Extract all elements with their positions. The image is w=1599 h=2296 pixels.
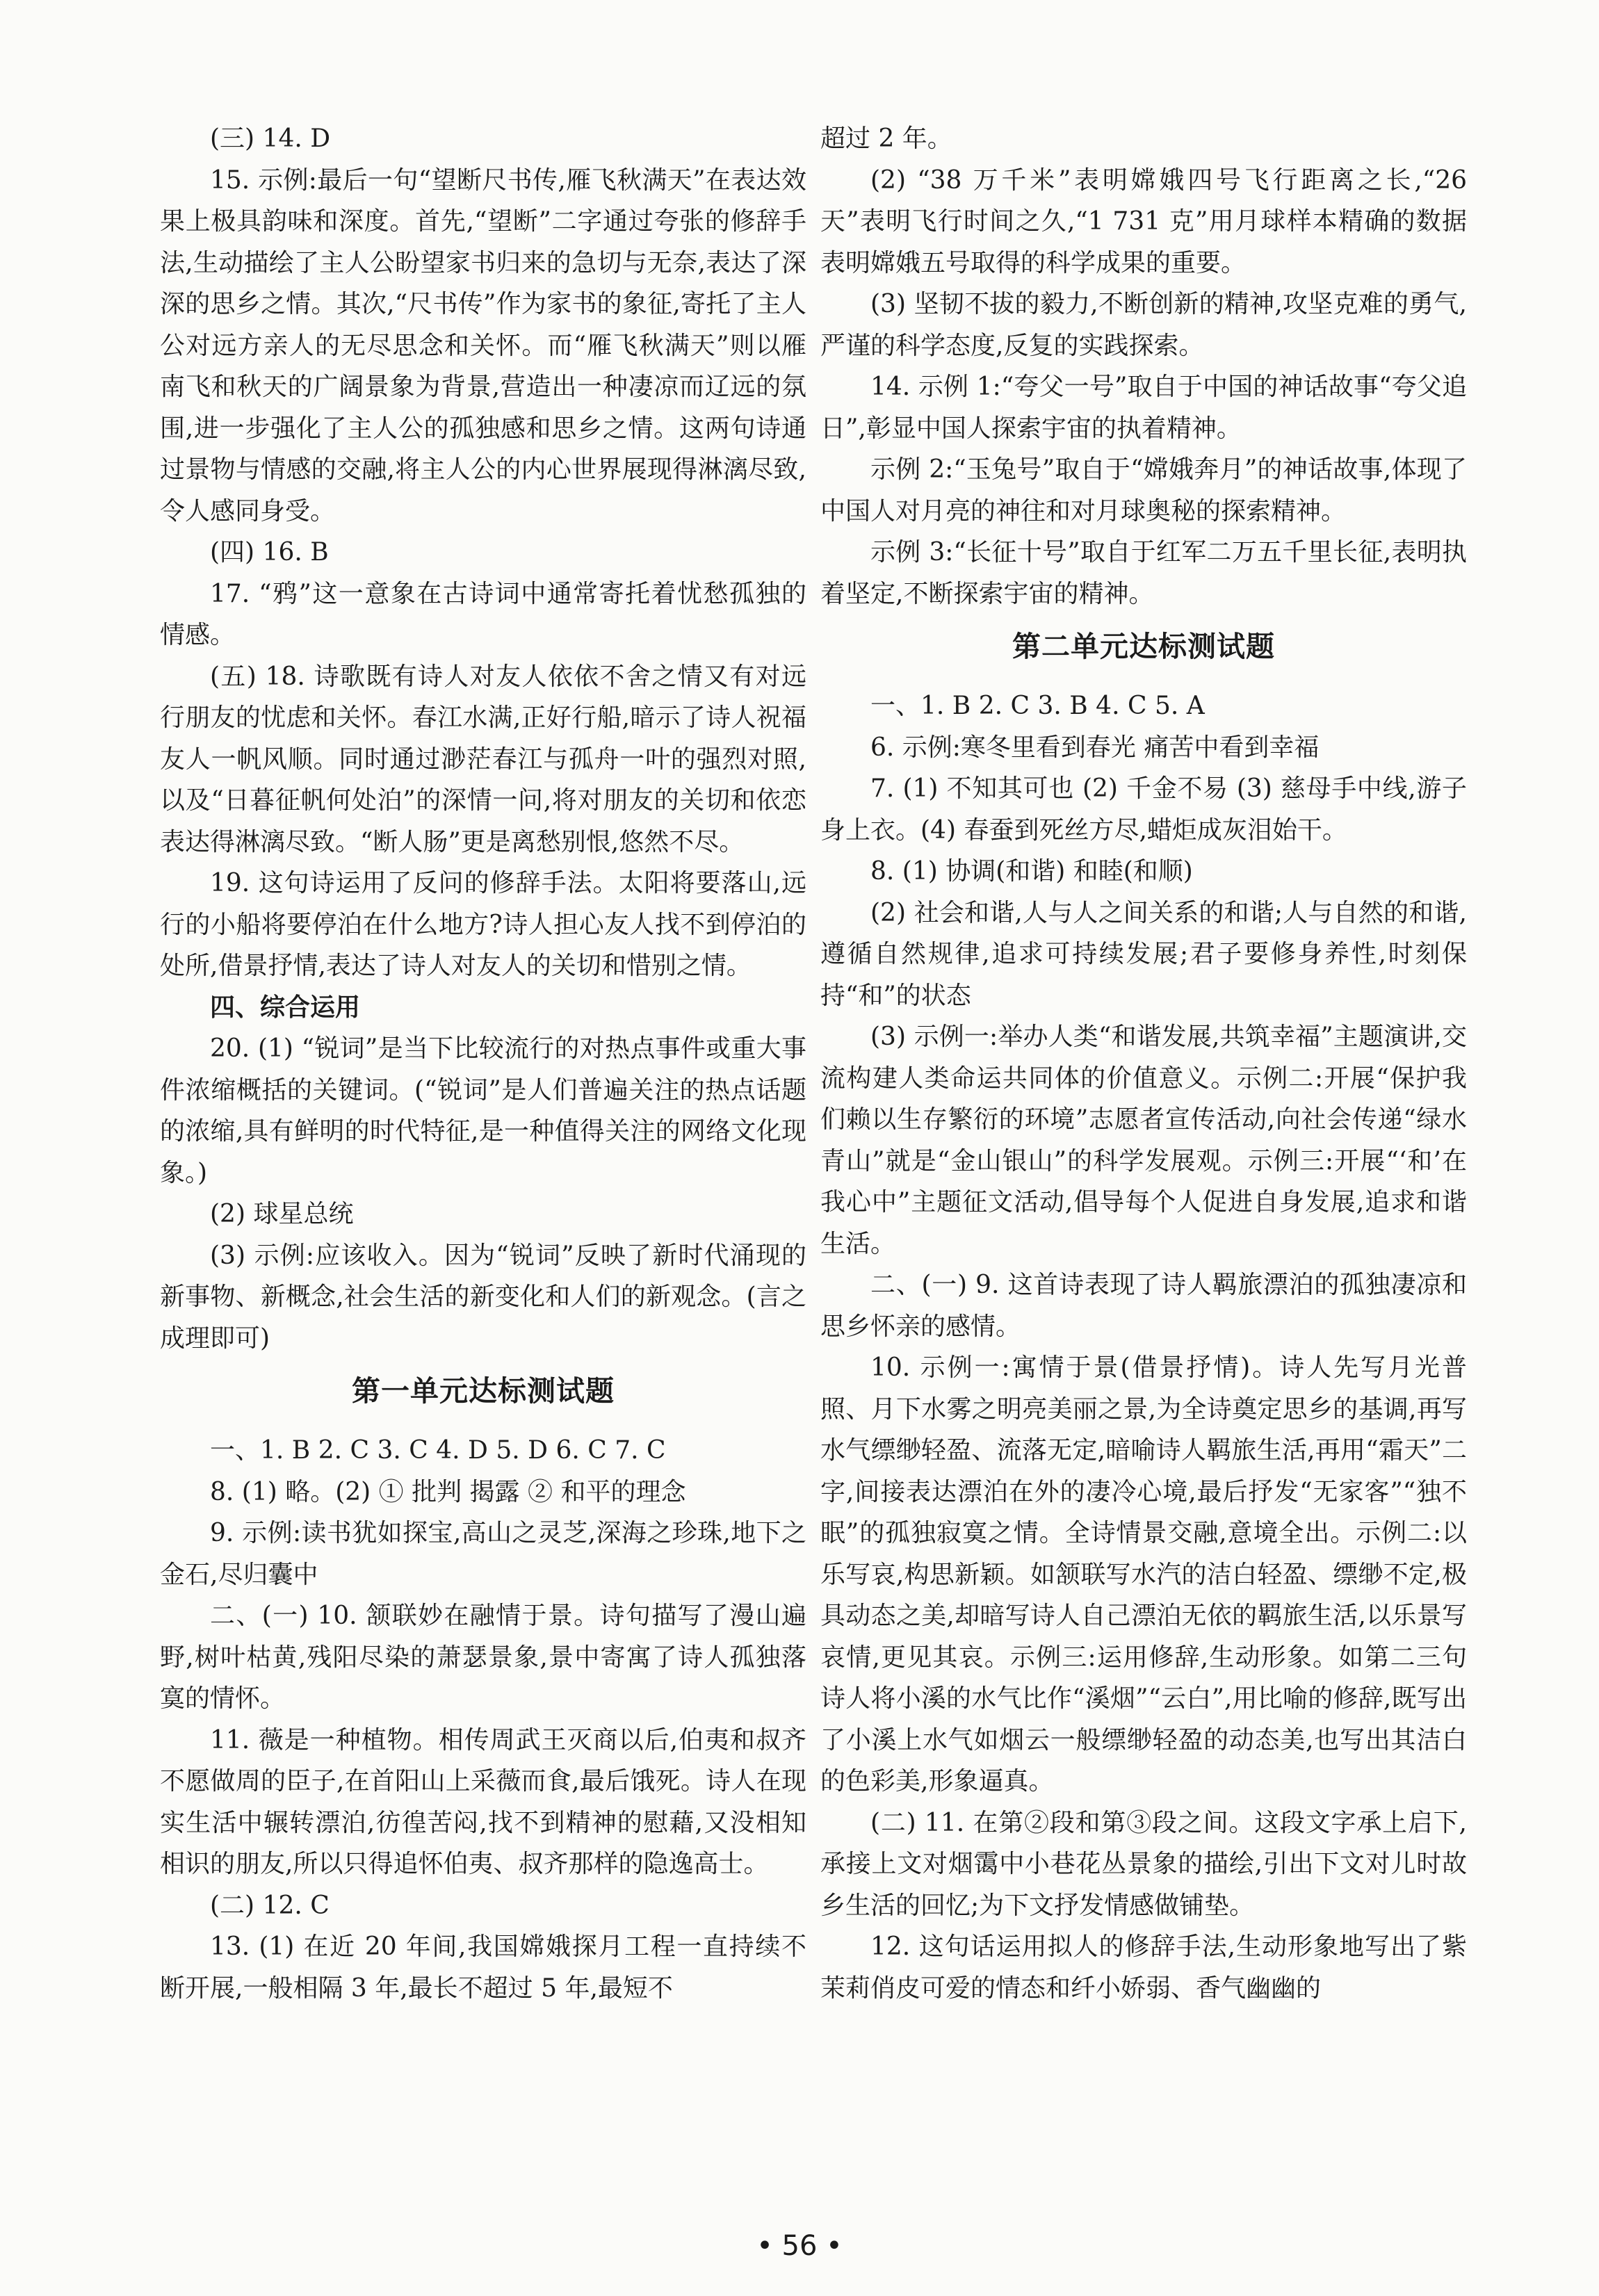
answer-paragraph: (3) 示例:应该收入。因为“锐词”反映了新时代涌现的新事物、新概念,社会生活的新变化和人们的新观念。(言之成理即可) [160, 1241, 806, 1353]
answer-paragraph: (2) 球星总统 [210, 1200, 354, 1228]
answer-paragraph: (3) 坚韧不拔的毅力,不断创新的精神,攻坚克难的勇气,严谨的科学态度,反复的实践探索。 [820, 290, 1467, 360]
left-column [160, 118, 806, 2009]
answer-paragraph: 10. 示例一:寓情于景(借景抒情)。诗人先写月光普照、月下水雾之明亮美丽之景,为全诗奠定思乡的基调,再写水气缥缈轻盈、流落无定,暗喻诗人羁旅生活,再用“霜天”二字,间接表达漂泊在外的凄冷心境,最后抒发“无家客”“独不眠”的孤独寂寞之情。全诗情景交融,意境全出。示例二:以乐写哀,构思新颖。如颔联写水汽的洁白轻盈、缥缈不定,极具动态之美,却暗写诗人自己漂泊无依的羁旅生活,以乐景写哀情,更见其哀。示例三:运用修辞,生动形象。如第二三句诗人将小溪的水气比作“溪烟”“云白”,用比喻的修辞,既写出了小溪上水气如烟云一般缥缈轻盈的动态美,也写出其洁白的色彩美,形象逼真。 [820, 1353, 1467, 1796]
answer-paragraph: 一、1. B 2. C 3. C 4. D 5. D 6. C 7. C [210, 1436, 666, 1465]
answer-paragraph: 15. 示例:最后一句“望断尺书传,雁飞秋满天”在表达效果上极具韵味和深度。首先,“望断”二字通过夸张的修辞手法,生动描绘了主人公盼望家书归来的急切与无奈,表达了深深的思乡之情。其次,“尺书传”作为家书的象征,寄托了主人公对远方亲人的无尽思念和关怀。而“雁飞秋满天”则以雁南飞和秋天的广阔景象为背景,营造出一种凄凉而辽远的氛围,进一步强化了主人公的孤独感和思乡之情。这两句诗通过景物与情感的交融,将主人公的内心世界展现得淋漓尽致,令人感同身受。 [160, 165, 806, 526]
section-heading: 第一单元达标测试题 [352, 1374, 615, 1408]
answer-paragraph: 示例 2:“玉兔号”取自于“嫦娥奔月”的神话故事,体现了中国人对月亮的神往和对月球奥秘的探索精神。 [820, 455, 1467, 526]
answer-paragraph: 20. (1) “锐词”是当下比较流行的对热点事件或重大事件浓缩概括的关键词。(“锐词”是人们普遍关注的热点话题的浓缩,具有鲜明的时代特征,是一种值得关注的网络文化现象。) [160, 1034, 806, 1187]
right-column [820, 118, 1467, 2009]
answer-paragraph: 12. 这句话运用拟人的修辞手法,生动形象地写出了紫茉莉俏皮可爱的情态和纤小娇弱、香气幽幽的 [820, 1932, 1467, 2003]
answer-paragraph: (二) 11. 在第②段和第③段之间。这段文字承上启下,承接上文对烟霭中小巷花丛景象的描绘,引出下文对儿时故乡生活的回忆;为下文抒发情感做铺垫。 [820, 1808, 1467, 1920]
answer-paragraph: 8. (1) 略。(2) ① 批判 揭露 ② 和平的理念 [210, 1477, 686, 1506]
answer-paragraph: 示例 3:“长征十号”取自于红军二万五千里长征,表明执着坚定,不断探索宇宙的精神。 [820, 538, 1467, 608]
section-heading: 第二单元达标测试题 [1012, 630, 1275, 663]
answer-paragraph: (2) “38 万千米”表明嫦娥四号飞行距离之长,“26 天”表明飞行时间之久,“1 731 克”用月球样本精确的数据表明嫦娥五号取得的科学成果的重要。 [820, 165, 1467, 277]
section-label: 四、综合运用 [210, 993, 361, 1022]
answer-paragraph: 二、(一) 10. 颔联妙在融情于景。诗句描写了漫山遍野,树叶枯黄,残阳尽染的萧瑟景象,景中寄寓了诗人孤独落寞的情怀。 [160, 1602, 806, 1713]
answer-paragraph: 8. (1) 协调(和谐) 和睦(和顺) [870, 857, 1193, 886]
answer-paragraph: 13. (1) 在近 20 年间,我国嫦娥探月工程一直持续不断开展,一般相隔 3 年,最长不超过 5 年,最短不 [160, 1932, 806, 2003]
answer-paragraph: (二) 12. C [210, 1891, 330, 1920]
answer-paragraph: 11. 薇是一种植物。相传周武王灭商以后,伯夷和叔齐不愿做周的臣子,在首阳山上采薇而食,最后饿死。诗人在现实生活中辗转漂泊,彷徨苦闷,找不到精神的慰藉,又没相知相识的朋友,所以只得追怀伯夷、叔齐那样的隐逸高士。 [160, 1725, 806, 1878]
answer-paragraph: 17. “鸦”这一意象在古诗词中通常寄托着忧愁孤独的情感。 [160, 579, 806, 649]
answer-paragraph: (五) 18. 诗歌既有诗人对友人依依不舍之情又有对远行朋友的忧虑和关怀。春江水满,正好行船,暗示了诗人祝福友人一帆风顺。同时通过渺茫春江与孤舟一叶的强烈对照,以及“日暮征帆何处泊”的深情一问,将对朋友的关切和依恋表达得淋漓尽致。“断人肠”更是离愁别恨,悠然不尽。 [160, 662, 806, 856]
answer-paragraph: (3) 示例一:举办人类“和谐发展,共筑幸福”主题演讲,交流构建人类命运共同体的价值意义。示例二:开展“保护我们赖以生存繁衍的环境”志愿者宣传活动,向社会传递“绿水青山”就是“金山银山”的科学发展观。示例三:开展“‘和’在我心中”主题征文活动,倡导每个人促进自身发展,追求和谐生活。 [820, 1023, 1467, 1258]
answer-paragraph: (2) 社会和谐,人与人之间关系的和谐;人与自然的和谐,遵循自然规律,追求可持续发展;君子要修身养性,时刻保持“和”的状态 [820, 898, 1467, 1010]
answer-paragraph: (四) 16. B [210, 538, 329, 567]
answer-paragraph: 9. 示例:读书犹如探宝,高山之灵芝,深海之珍珠,地下之金石,尽归囊中 [160, 1519, 806, 1589]
answer-paragraph: 一、1. B 2. C 3. B 4. C 5. A [870, 692, 1205, 720]
answer-paragraph: 19. 这句诗运用了反问的修辞手法。太阳将要落山,远行的小船将要停泊在什么地方?诗人担心友人找不到停泊的处所,借景抒情,表达了诗人对友人的关切和惜别之情。 [160, 869, 806, 980]
answer-paragraph: (三) 14. D [210, 124, 331, 153]
answer-paragraph: 二、(一) 9. 这首诗表现了诗人羁旅漂泊的孤独凄凉和思乡怀亲的感情。 [820, 1271, 1467, 1341]
answer-paragraph: 7. (1) 不知其可也 (2) 千金不易 (3) 慈母手中线,游子身上衣。(4) 春蚕到死丝方尽,蜡炬成灰泪始干。 [820, 774, 1467, 845]
answer-paragraph: 14. 示例 1:“夸父一号”取自于中国的神话故事“夸父追日”,彰显中国人探索宇宙的执着精神。 [820, 373, 1467, 443]
answer-paragraph: 6. 示例:寒冬里看到春光 痛苦中看到幸福 [870, 733, 1320, 762]
answer-paragraph: 超过 2 年。 [820, 124, 952, 153]
page-number: • 56 • [756, 2230, 843, 2262]
